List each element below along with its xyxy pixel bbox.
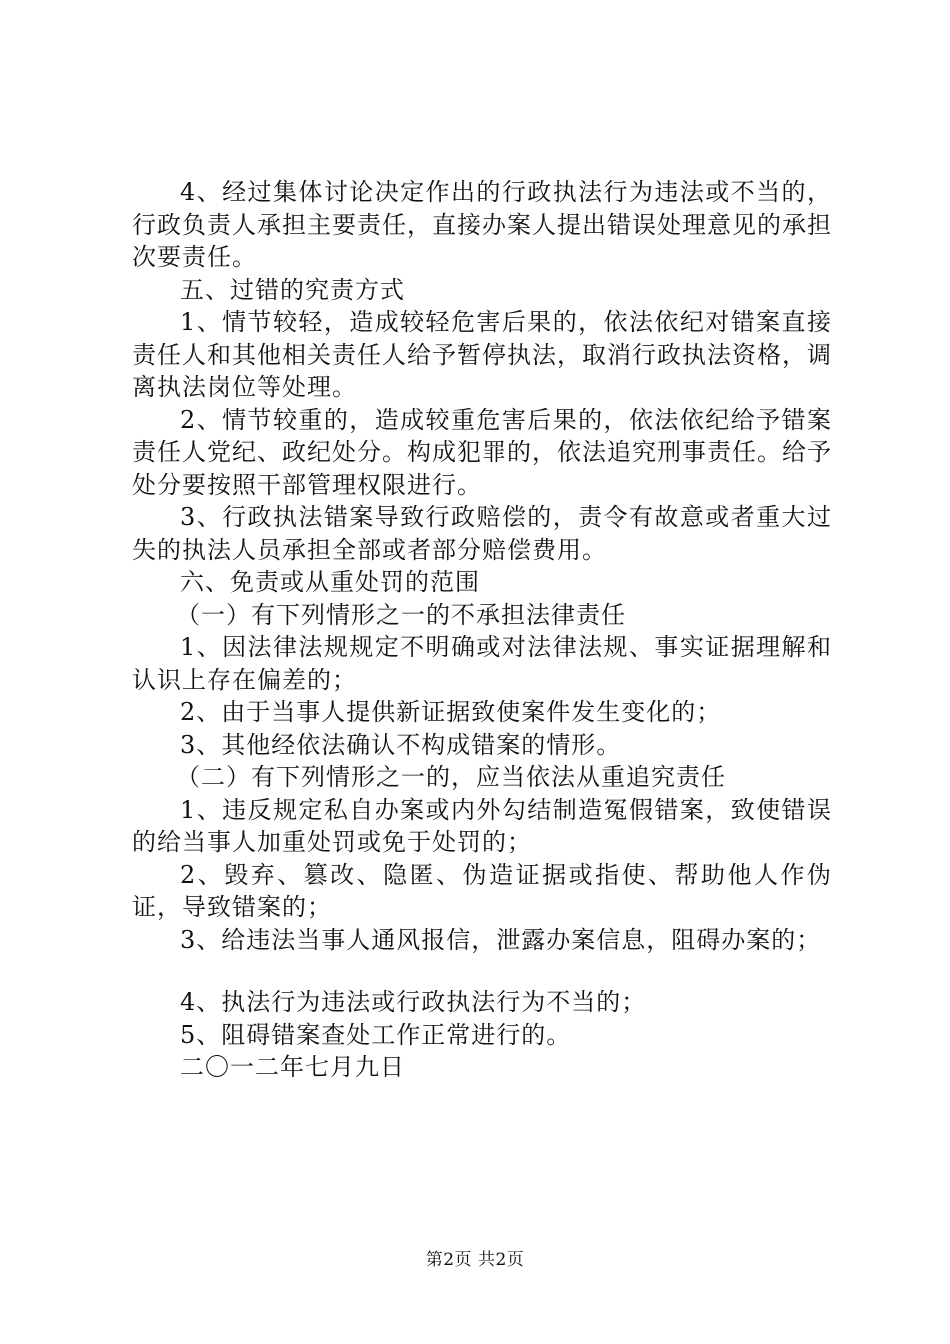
blank-line <box>132 956 832 986</box>
document-date: 二〇一二年七月九日 <box>180 1053 405 1081</box>
paragraph: 4、经过集体讨论决定作出的行政执法行为违法或不当的，行政负责人承担主要责任，直接办案人提出错误处理意见的承担次要责任。 <box>132 178 832 271</box>
paragraph: 1、违反规定私自办案或内外勾结制造冤假错案，致使错误的给当事人加重处罚或免于处罚的； <box>132 795 832 856</box>
paragraph: 2、由于当事人提供新证据致使案件发生变化的； <box>180 698 722 726</box>
page-number-footer: 第2页 共2页 <box>425 1250 525 1270</box>
paragraph: 3、行政执法错案导致行政赔偿的，责令有故意或者重大过失的执法人员承担全部或者部分赔偿费用。 <box>132 503 832 564</box>
section-heading: 五、过错的究责方式 <box>180 275 405 304</box>
subsection-heading: （一）有下列情形之一的不承担法律责任 <box>176 600 626 629</box>
paragraph: 3、给违法当事人通风报信，泄露办案信息，阻碍办案的； <box>180 925 822 954</box>
section-heading: 六、免责或从重处罚的范围 <box>180 568 480 596</box>
document-body <box>132 176 832 1084</box>
paragraph: 3、其他经依法确认不构成错案的情形。 <box>180 730 622 759</box>
paragraph: 1、情节较轻，造成较轻危害后果的，依法依纪对错案直接责任人和其他相关责任人给予暂停执法，取消行政执法资格，调离执法岗位等处理。 <box>132 308 832 401</box>
paragraph: 2、情节较重的，造成较重危害后果的，依法依纪给予错案责任人党纪、政纪处分。构成犯罪的，依法追究刑事责任。给予处分要按照干部管理权限进行。 <box>132 405 832 499</box>
paragraph: 5、阻碍错案查处工作正常进行的。 <box>180 1020 572 1049</box>
paragraph: 2、毁弃、篡改、隐匿、伪造证据或指使、帮助他人作伪证，导致错案的； <box>132 860 832 921</box>
subsection-heading: （二）有下列情形之一的，应当依法从重追究责任 <box>176 763 726 791</box>
paragraph: 1、因法律法规规定不明确或对法律法规、事实证据理解和认识上存在偏差的； <box>132 633 832 694</box>
paragraph: 4、执法行为违法或行政执法行为不当的； <box>180 988 647 1016</box>
